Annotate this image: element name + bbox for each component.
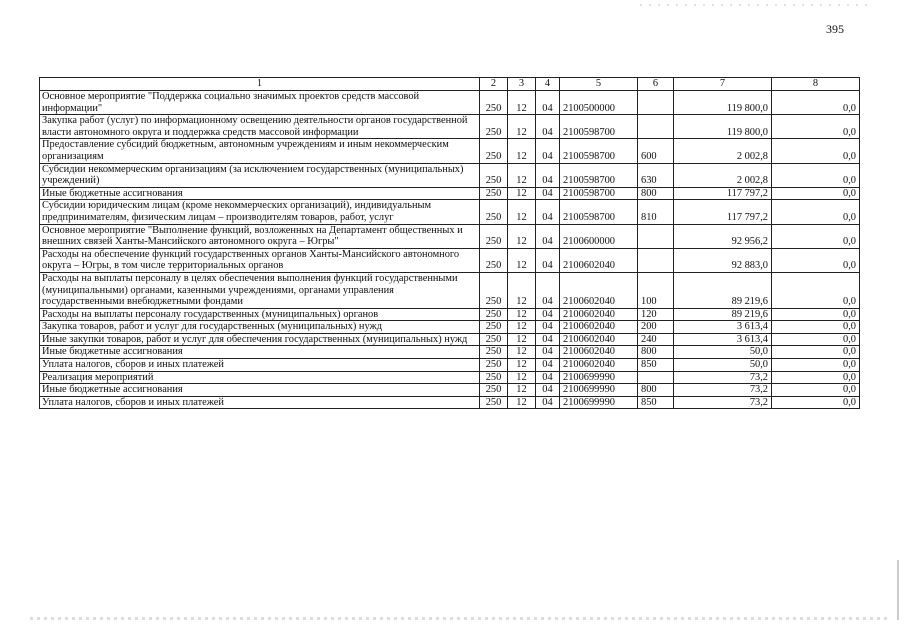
row-amount: 89 219,6 (674, 308, 772, 321)
row-amount: 89 219,6 (674, 272, 772, 308)
row-code-expense-type: 810 (638, 200, 674, 224)
scan-artifact-bottom (30, 617, 890, 620)
row-code-expense-type (638, 115, 674, 139)
row-description: Иные бюджетные ассигнования (40, 384, 480, 397)
row-description: Расходы на обеспечение функций государственных органов Ханты-Мансийского автономного округа – Югры, в том числе территориальных органов (40, 248, 480, 272)
budget-table (39, 77, 860, 409)
row-code-target: 2100699990 (560, 371, 638, 384)
row-code-ministry: 250 (480, 396, 508, 409)
row-code-subsection: 04 (536, 396, 560, 409)
row-code-section: 12 (508, 187, 536, 200)
row-code-expense-type: 120 (638, 308, 674, 321)
row-code-section: 12 (508, 396, 536, 409)
row-code-subsection: 04 (536, 139, 560, 163)
row-code-subsection: 04 (536, 321, 560, 334)
row-code-subsection: 04 (536, 248, 560, 272)
row-amount: 117 797,2 (674, 200, 772, 224)
row-code-section: 12 (508, 321, 536, 334)
row-code-section: 12 (508, 346, 536, 359)
column-number-5: 5 (560, 78, 638, 91)
row-code-expense-type: 850 (638, 396, 674, 409)
row-code-target: 2100598700 (560, 163, 638, 187)
row-code-expense-type: 800 (638, 346, 674, 359)
table-row (40, 321, 860, 334)
row-code-ministry: 250 (480, 200, 508, 224)
row-amount: 119 800,0 (674, 115, 772, 139)
row-description: Иные закупки товаров, работ и услуг для обеспечения государственных (муниципальных) нужд (40, 333, 480, 346)
row-code-ministry: 250 (480, 321, 508, 334)
row-code-target: 2100598700 (560, 200, 638, 224)
row-description: Предоставление субсидий бюджетным, автономным учреждениям и иным некоммерческим организациям (40, 139, 480, 163)
row-code-section: 12 (508, 333, 536, 346)
row-description: Субсидии юридическим лицам (кроме некоммерческих организаций), индивидуальным предпринимателям, физическим лицам – производителям товаров, работ, услуг (40, 200, 480, 224)
row-code-expense-type (638, 371, 674, 384)
row-amount-col8: 0,0 (772, 91, 860, 115)
row-code-expense-type: 850 (638, 359, 674, 372)
row-amount: 3 613,4 (674, 333, 772, 346)
row-code-ministry: 250 (480, 187, 508, 200)
row-code-subsection: 04 (536, 308, 560, 321)
column-number-8: 8 (772, 78, 860, 91)
row-amount-col8: 0,0 (772, 200, 860, 224)
row-code-section: 12 (508, 384, 536, 397)
row-code-expense-type (638, 224, 674, 248)
row-code-subsection: 04 (536, 187, 560, 200)
row-amount: 73,2 (674, 384, 772, 397)
table-row (40, 224, 860, 248)
row-description: Закупка товаров, работ и услуг для государственных (муниципальных) нужд (40, 321, 480, 334)
row-description: Расходы на выплаты персоналу государственных (муниципальных) органов (40, 308, 480, 321)
table-row (40, 359, 860, 372)
row-description: Уплата налогов, сборов и иных платежей (40, 396, 480, 409)
scan-artifact-top (640, 4, 870, 6)
row-amount: 50,0 (674, 346, 772, 359)
row-code-subsection: 04 (536, 359, 560, 372)
row-code-target: 2100602040 (560, 359, 638, 372)
row-amount-col8: 0,0 (772, 163, 860, 187)
row-code-ministry: 250 (480, 384, 508, 397)
row-amount: 119 800,0 (674, 91, 772, 115)
row-code-ministry: 250 (480, 91, 508, 115)
column-number-4: 4 (536, 78, 560, 91)
row-code-target: 2100602040 (560, 321, 638, 334)
row-code-expense-type: 630 (638, 163, 674, 187)
row-amount-col8: 0,0 (772, 384, 860, 397)
row-code-expense-type (638, 91, 674, 115)
scan-artifact-right (897, 560, 899, 620)
row-code-ministry: 250 (480, 371, 508, 384)
row-code-expense-type: 100 (638, 272, 674, 308)
row-code-ministry: 250 (480, 224, 508, 248)
row-amount: 2 002,8 (674, 163, 772, 187)
table-row (40, 91, 860, 115)
row-code-expense-type: 600 (638, 139, 674, 163)
row-code-section: 12 (508, 224, 536, 248)
table-row (40, 115, 860, 139)
row-description: Уплата налогов, сборов и иных платежей (40, 359, 480, 372)
row-amount-col8: 0,0 (772, 248, 860, 272)
page-number: 395 (826, 22, 844, 36)
row-code-section: 12 (508, 139, 536, 163)
row-amount-col8: 0,0 (772, 224, 860, 248)
row-code-target: 2100598700 (560, 139, 638, 163)
table-row (40, 272, 860, 308)
row-amount: 73,2 (674, 396, 772, 409)
row-code-target: 2100699990 (560, 396, 638, 409)
row-amount: 73,2 (674, 371, 772, 384)
row-code-expense-type (638, 248, 674, 272)
row-code-target: 2100602040 (560, 333, 638, 346)
table-row (40, 371, 860, 384)
row-description: Основное мероприятие "Выполнение функций, возложенных на Департамент общественных и внешних связей Ханты-Мансийского автономного округа – Югры" (40, 224, 480, 248)
row-code-ministry: 250 (480, 139, 508, 163)
column-number-6: 6 (638, 78, 674, 91)
row-amount: 92 956,2 (674, 224, 772, 248)
row-code-target: 2100598700 (560, 187, 638, 200)
table-row (40, 163, 860, 187)
row-amount-col8: 0,0 (772, 139, 860, 163)
column-number-3: 3 (508, 78, 536, 91)
row-amount-col8: 0,0 (772, 308, 860, 321)
row-code-subsection: 04 (536, 333, 560, 346)
row-code-ministry: 250 (480, 163, 508, 187)
row-description: Иные бюджетные ассигнования (40, 187, 480, 200)
row-description: Основное мероприятие "Поддержка социально значимых проектов средств массовой информации" (40, 91, 480, 115)
table-row (40, 333, 860, 346)
row-amount-col8: 0,0 (772, 371, 860, 384)
row-code-section: 12 (508, 163, 536, 187)
row-code-section: 12 (508, 91, 536, 115)
row-description: Субсидии некоммерческим организациям (за исключением государственных (муниципальных) учреждений) (40, 163, 480, 187)
row-description: Реализация мероприятий (40, 371, 480, 384)
row-code-section: 12 (508, 371, 536, 384)
column-number-2: 2 (480, 78, 508, 91)
row-description: Расходы на выплаты персоналу в целях обеспечения выполнения функций государственными (муниципальными) органами, казенными учреждениями, органами управления государственными внебюджетными фондами (40, 272, 480, 308)
row-code-expense-type: 200 (638, 321, 674, 334)
table-row (40, 248, 860, 272)
row-amount-col8: 0,0 (772, 359, 860, 372)
row-code-subsection: 04 (536, 272, 560, 308)
row-code-subsection: 04 (536, 346, 560, 359)
row-description: Иные бюджетные ассигнования (40, 346, 480, 359)
column-number-7: 7 (674, 78, 772, 91)
column-number-1: 1 (40, 78, 480, 91)
row-amount-col8: 0,0 (772, 346, 860, 359)
row-code-expense-type: 240 (638, 333, 674, 346)
row-code-section: 12 (508, 272, 536, 308)
row-amount: 117 797,2 (674, 187, 772, 200)
row-code-target: 2100602040 (560, 272, 638, 308)
row-code-ministry: 250 (480, 272, 508, 308)
table-row (40, 384, 860, 397)
table-row (40, 308, 860, 321)
row-code-target: 2100699990 (560, 384, 638, 397)
table-row (40, 200, 860, 224)
row-code-ministry: 250 (480, 248, 508, 272)
row-code-section: 12 (508, 359, 536, 372)
row-code-expense-type: 800 (638, 187, 674, 200)
table-row (40, 187, 860, 200)
row-code-ministry: 250 (480, 359, 508, 372)
row-amount: 50,0 (674, 359, 772, 372)
row-code-section: 12 (508, 248, 536, 272)
table-row (40, 346, 860, 359)
row-code-target: 2100500000 (560, 91, 638, 115)
row-amount: 92 883,0 (674, 248, 772, 272)
row-code-subsection: 04 (536, 384, 560, 397)
row-code-target: 2100602040 (560, 248, 638, 272)
row-code-expense-type: 800 (638, 384, 674, 397)
row-code-target: 2100600000 (560, 224, 638, 248)
row-description: Закупка работ (услуг) по информационному освещению деятельности органов государственной власти автономного округа и поддержка средств массовой информации (40, 115, 480, 139)
row-amount-col8: 0,0 (772, 115, 860, 139)
row-code-ministry: 250 (480, 115, 508, 139)
row-code-subsection: 04 (536, 371, 560, 384)
row-code-section: 12 (508, 115, 536, 139)
row-code-subsection: 04 (536, 91, 560, 115)
row-code-ministry: 250 (480, 333, 508, 346)
row-code-target: 2100598700 (560, 115, 638, 139)
row-code-subsection: 04 (536, 115, 560, 139)
row-code-section: 12 (508, 200, 536, 224)
row-code-subsection: 04 (536, 224, 560, 248)
row-amount: 2 002,8 (674, 139, 772, 163)
row-amount-col8: 0,0 (772, 333, 860, 346)
row-amount-col8: 0,0 (772, 321, 860, 334)
row-code-ministry: 250 (480, 308, 508, 321)
row-amount-col8: 0,0 (772, 272, 860, 308)
row-code-subsection: 04 (536, 163, 560, 187)
row-amount-col8: 0,0 (772, 396, 860, 409)
table-row (40, 139, 860, 163)
row-code-ministry: 250 (480, 346, 508, 359)
table-row (40, 396, 860, 409)
row-amount: 3 613,4 (674, 321, 772, 334)
row-code-section: 12 (508, 308, 536, 321)
table-header-row (40, 78, 860, 91)
row-code-target: 2100602040 (560, 308, 638, 321)
row-amount-col8: 0,0 (772, 187, 860, 200)
row-code-subsection: 04 (536, 200, 560, 224)
row-code-target: 2100602040 (560, 346, 638, 359)
